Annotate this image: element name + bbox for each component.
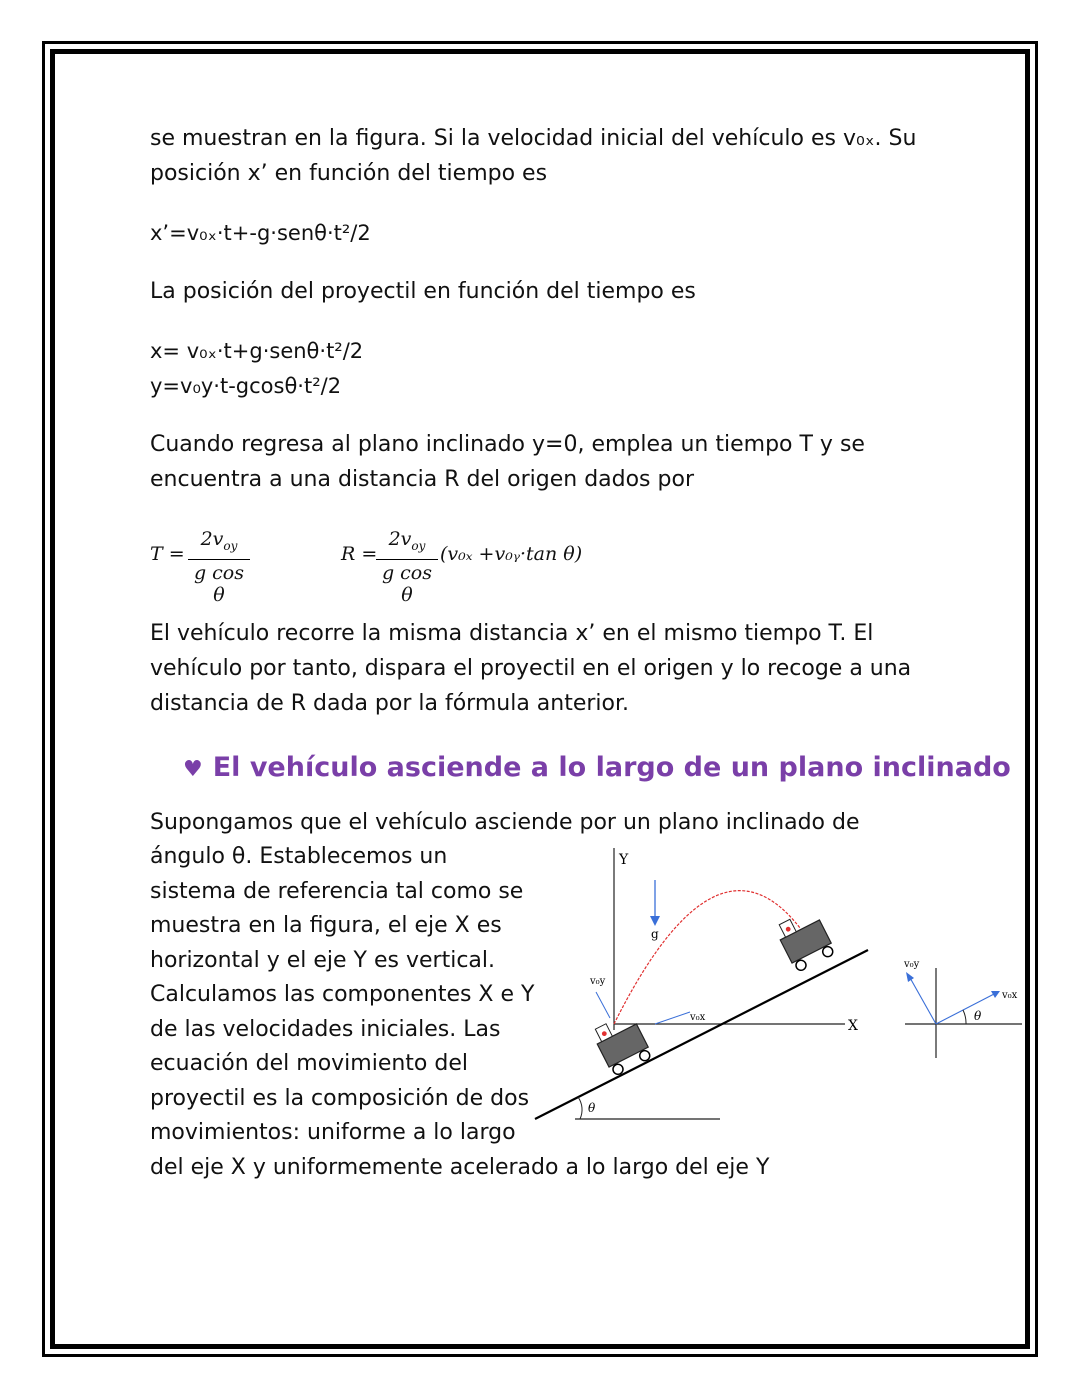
paragraph-line: movimientos: uniforme a lo largo [150,1120,516,1145]
inset-v0y-arrow [909,976,936,1024]
formula-R-parenthesis: (v₀ₓ +v₀ᵧ·tan θ) [440,543,583,565]
v0y-label: v₀y [590,976,606,987]
paragraph-line: proyectil es la composición de dos [150,1086,530,1111]
formula-T-denominator: g cos θ [193,561,245,606]
inclined-plane-figure [530,840,1030,1130]
x-axis-label: X [848,1018,858,1034]
formula-T-numerator-sub: oy [223,538,238,553]
formula-T-numerator: 2v [200,528,224,550]
paragraph-line: Supongamos que el vehículo asciende por un plano inclinado de [150,810,860,835]
section-heading [183,750,1011,788]
heart-bullet-icon: ♥ [183,757,203,782]
gravity-arrow-head [650,916,660,926]
section-heading-text: El vehículo asciende a lo largo de un plano inclinado [212,752,1011,783]
gravity-label: g [651,927,659,941]
paragraph-line: La posición del proyectil en función del tiempo es [150,279,696,304]
paragraph-line: vehículo por tanto, dispara el proyectil en el origen y lo recoge a una [150,656,912,681]
formula-R-lhs: R = [341,543,378,565]
paragraph-line: de las velocidades iniciales. Las [150,1017,501,1042]
equation-y: y=v₀y·t-gcosθ·t²/2 [150,374,342,398]
formula-R-numerator: 2v [388,528,412,550]
v0x-label: v₀x [690,1012,706,1023]
paragraph-line: ángulo θ. Establecemos un [150,844,448,869]
v0y-arrow [596,992,610,1018]
vehicle-upper [774,908,836,973]
paragraph-line: ecuación del movimiento del [150,1051,469,1076]
paragraph-line: muestra en la figura, el eje X es [150,913,502,938]
paragraph-line: encuentra a una distancia R del origen dados por [150,467,694,492]
projectile-trajectory [614,891,800,1024]
inclined-plane [535,950,868,1119]
v0x-arrow [655,1012,690,1024]
vehicle-lower [591,1012,653,1077]
inset-v0y-label: v₀y [904,959,920,970]
theta-label: θ [588,1101,596,1115]
equation-x: x= v₀ₓ·t+g·senθ·t²/2 [150,339,364,363]
formula-T-lhs: T = [150,543,185,565]
y-axis-label: Y [619,852,629,868]
paragraph-line: sistema de referencia tal como se [150,879,524,904]
paragraph-line: del eje X y uniformemente acelerado a lo largo del eje Y [150,1155,770,1180]
paragraph-line: Cuando regresa al plano inclinado y=0, emplea un tiempo T y se [150,432,865,457]
paragraph-line: El vehículo recorre la misma distancia x’ en el mismo tiempo T. El [150,621,874,646]
formula-R-denominator: g cos θ [381,561,433,606]
paragraph-line: horizontal y el eje Y es vertical. [150,948,495,973]
paragraph-line: Calculamos las componentes X e Y [150,982,535,1007]
velocity-components-inset [903,959,1022,1058]
equation-x-prime: x’=v₀ₓ·t+-g·senθ·t²/2 [150,221,371,245]
inset-theta-label: θ [974,1009,982,1023]
paragraph-line: se muestran en la figura. Si la velocidad inicial del vehículo es v₀ₓ. Su [150,126,917,151]
theta-arc [578,1097,582,1119]
formula-R-numerator-sub: oy [411,538,426,553]
paragraph-line: posición x’ en función del tiempo es [150,161,548,186]
inset-v0x-label: v₀x [1002,990,1018,1001]
paragraph-line: distancia de R dada por la fórmula anterior. [150,691,630,716]
